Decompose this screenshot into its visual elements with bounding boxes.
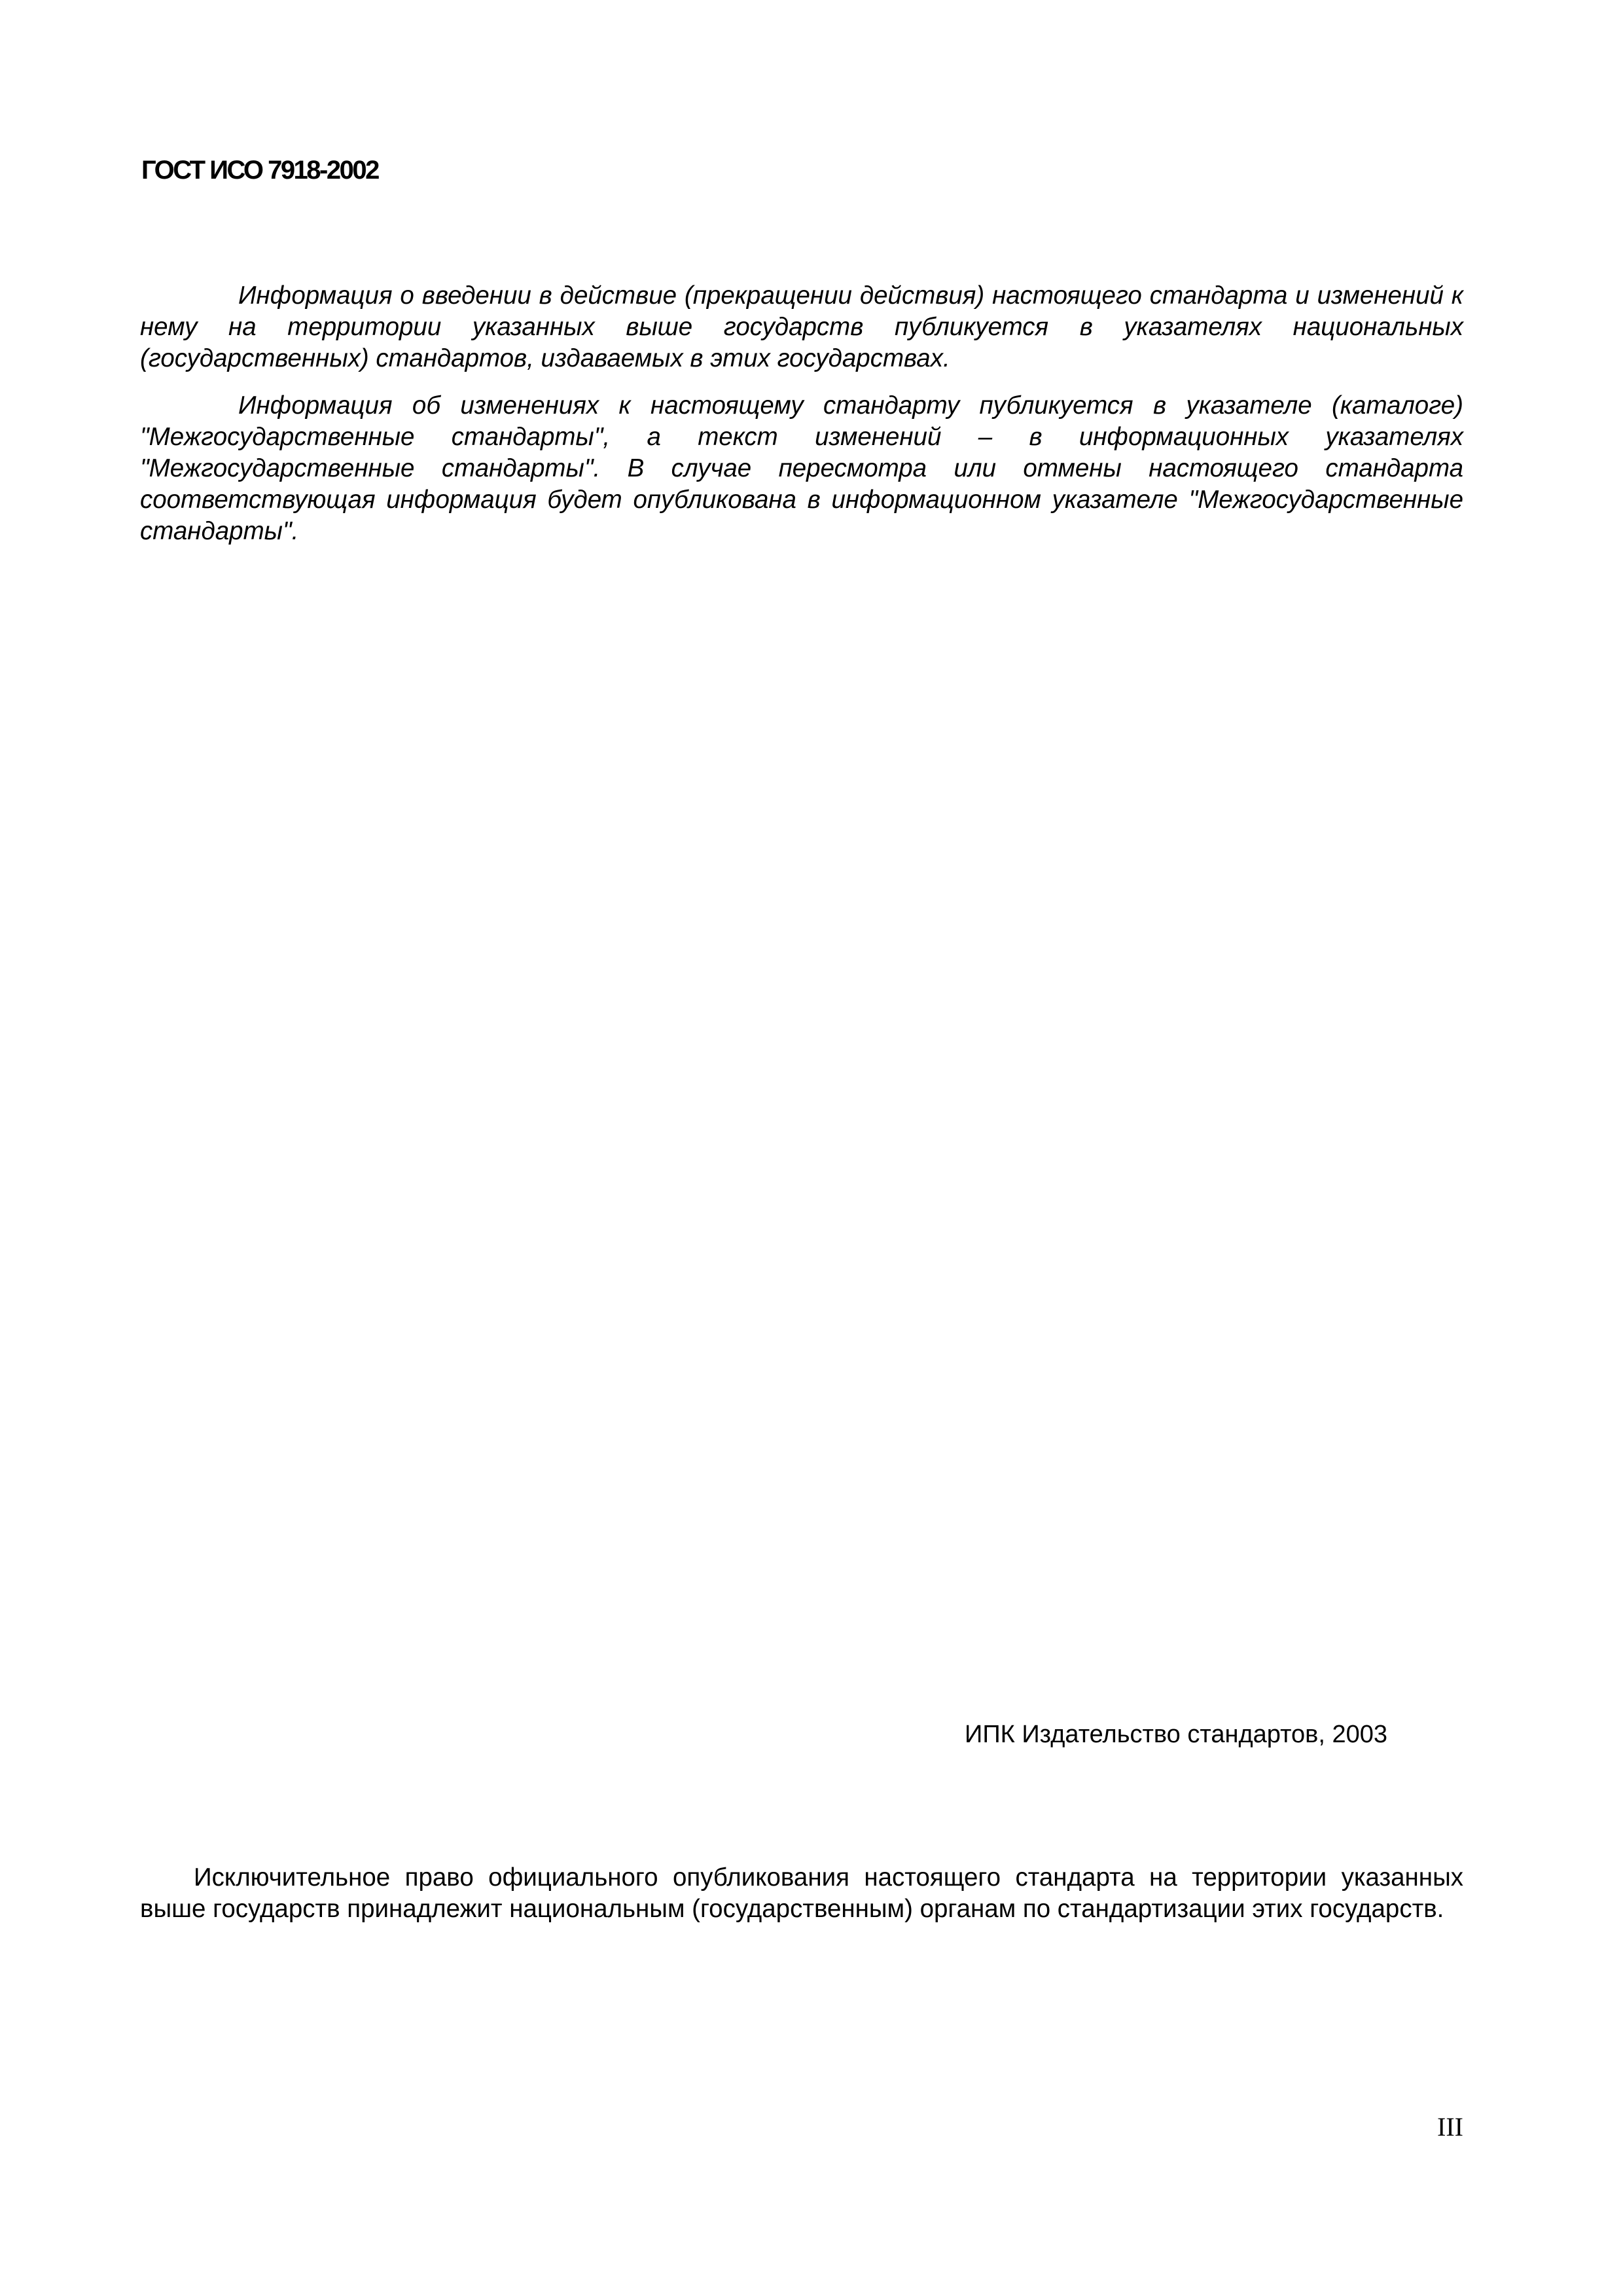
document-code: ГОСТ ИСО 7918-2002 xyxy=(141,156,378,185)
page-number: III xyxy=(1437,2112,1463,2142)
rights-paragraph: Исключительное право официального опубликования настоящего стандарта на территории указанных выше государств принадлежит национальным (государственным) органам по стандартизации этих государств. xyxy=(140,1863,1463,1923)
info-paragraph-changes: Информация об изменениях к настоящему стандарту публикуется в указателе (каталоге) "Межгосударственные стандарты", а текст изменений – в информационных указателях "Межгосударственные стандарты". В случае пересмотра или отмены настоящего стандарта соответствующая информация будет опубликована в информационном указателе "Межгосударственные стандарты". xyxy=(140,391,1463,545)
publisher-line: ИПК Издательство стандартов, 2003 xyxy=(965,1721,1388,1748)
info-paragraph-introduction: Информация о введении в действие (прекращении действия) настоящего стандарта и изменений к нему на территории указанных выше государств публикуется в указателях национальных (государственных) стандартов, издаваемых в этих государствах. xyxy=(140,281,1463,372)
info-section xyxy=(140,280,1463,563)
